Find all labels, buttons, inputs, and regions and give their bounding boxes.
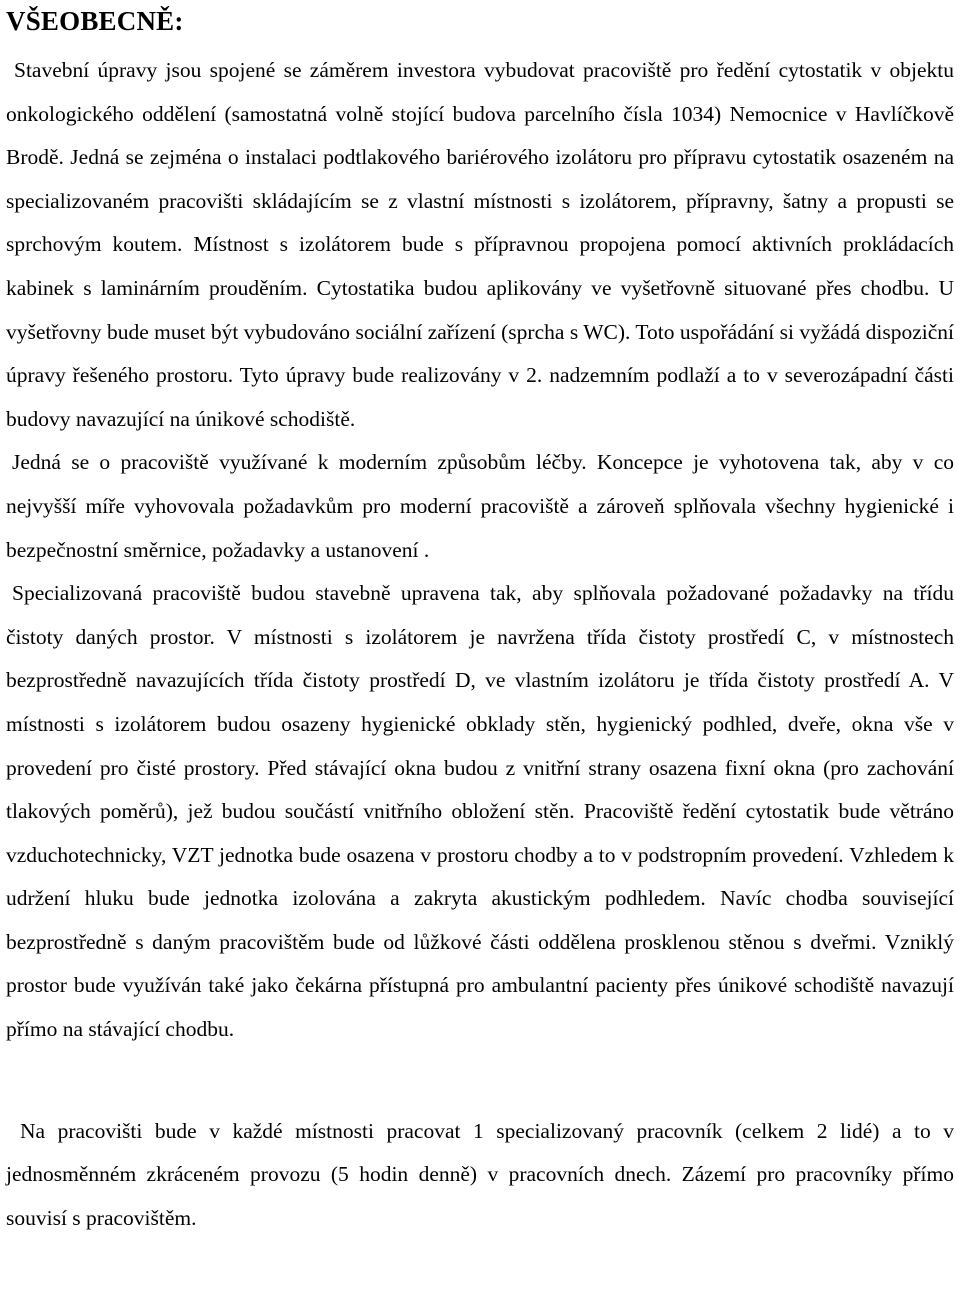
paragraph-concept: Jedná se o pracoviště využívané k moderním způsobům léčby. Koncepce je vyhotovena tak, aby v co nejvyšší míře vyhovovala požadavkům pro moderní pracoviště a zároveň splňovala všechny hygienické i bezpečnostní směrnice, požadavky a ustanovení . [6, 450, 954, 562]
paragraph-staffing: Na pracovišti bude v každé místnosti pracovat 1 specializovaný pracovník (celkem 2 lidé) a to v jednosměnném zkráceném provozu (5 hodin denně) v pracovních dnech. Zázemí pro pracovníky přímo souvisí s pracovištěm. [6, 1118, 954, 1230]
section-heading: VŠEOBECNĚ: [6, 6, 184, 36]
paragraph-general-description: Stavební úpravy jsou spojené se záměrem investora vybudovat pracoviště pro ředění cytostatik v objektu onkologického oddělení (samostatná volně stojící budova parcelního čísla 1034) Nemocnice v Havlíčkově Brodě. Jedná se zejména o instalaci podtlakového bariérového izolátoru pro přípravu cytostatik osazeném na specializovaném pracovišti skládajícím se z vlastní místnosti s izolátorem, přípravny, šatny a propusti se sprchovým koutem. Místnost s izolátorem bude s přípravnou propojena pomocí aktivních prokládacích kabinek s laminárním prouděním. Cytostatika budou aplikovány ve vyšetřovně situované přes chodbu. U vyšetřovny bude muset být vybudováno sociální zařízení (sprcha s WC). Toto uspořádání si vyžádá dispoziční úpravy řešeného prostoru. Tyto úpravy bude realizovány v 2. nadzemním podlaží a to v severozápadní části budovy navazující na únikové schodiště. [6, 58, 954, 431]
paragraph-cleanliness-classes: Specializovaná pracoviště budou stavebně upravena tak, aby splňovala požadované požadavky na třídu čistoty daných prostor. V místnosti s izolátorem je navržena třída čistoty prostředí C, v místnostech bezprostředně navazujících třída čistoty prostředí D, ve vlastním izolátoru je třída čistoty prostředí A. V místnosti s izolátorem budou osazeny hygienické obklady stěn, hygienický podhled, dveře, okna vše v provedení pro čisté prostory. Před stávající okna budou z vnitřní strany osazena fixní okna (pro zachování tlakových poměrů), jež budou součástí vnitřního obložení stěn. Pracoviště ředění cytostatik bude větráno vzduchotechnicky, VZT jednotka bude osazena v prostoru chodby a to v podstropním provedení. Vzhledem k udržení hluku bude jednotka izolována a zakryta akustickým podhledem. Navíc chodba související bezprostředně s daným pracovištěm bude od lůžkové části oddělena prosklenou stěnou s dveřmi. Vzniklý prostor bude využíván také jako čekárna přístupná pro ambulantní pacienty přes únikové schodiště navazují přímo na stávající chodbu. [6, 581, 954, 1042]
